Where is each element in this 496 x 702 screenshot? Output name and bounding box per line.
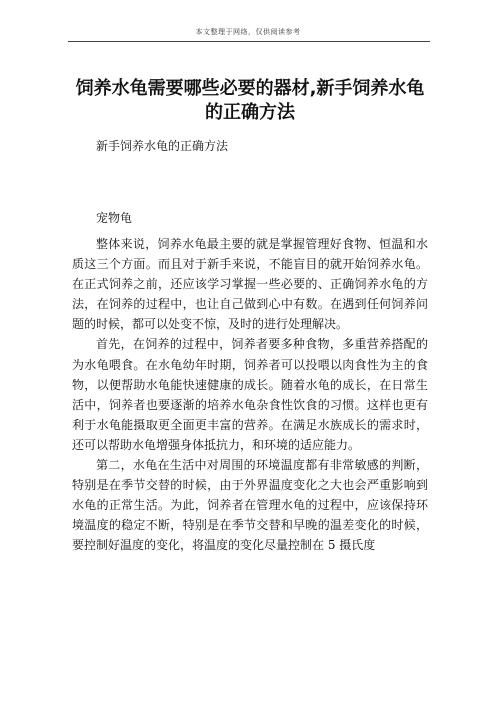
paragraph-1: 整体来说，饲养水龟最主要的就是掌握管理好食物、恒温和水质这三个方面。而且对于新手来说，不能盲目的就开始饲养水龟。在正式饲养之前，还应该学习掌握一些必要的、正确饲养水龟的方法，在饲养的过程中，也让自己做到心中有数。在遇到任何饲养问题的时候，都可以处变不惊，及时的进行处理解决。 <box>72 237 428 332</box>
body-text <box>72 234 428 556</box>
paragraph-3: 第二，水龟在生活中对周围的环境温度都有非常敏感的判断，特别是在季节交替的时候，由于外界温度变化之大也会严重影响到水龟的正常生活。为此，饲养者在管理水龟的过程中，应该保持环境温度的稳定不断，特别是在季节交替和早晚的温差变化的时候，要控制好温度的变化，将温度的变化尽量控制在 5 摄氏度 <box>72 458 428 553</box>
paragraph-2: 首先，在饲养的过程中，饲养者要多种食物，多重营养搭配的为水龟喂食。在水龟幼年时期，饲养者可以投喂以肉食性为主的食物，以便帮助水龟能快速健康的成长。随着水龟的成长，在日常生活中，饲养者也要逐渐的培养水龟杂食性饮食的习惯。这样也更有利于水龟能摄取更全面更丰富的营养。在满足水族成长的需求时，还可以帮助水龟增强身体抵抗力，和环境的适应能力。 <box>72 337 428 452</box>
document-title: 饲养水龟需要哪些必要的器材,新手饲养水龟的正确方法 <box>75 78 425 123</box>
header-note: 本文整理于网络，仅供阅读参考 <box>195 28 301 36</box>
document-subtitle: 新手饲养水龟的正确方法 <box>96 139 229 153</box>
section-label: 宠物龟 <box>96 211 133 225</box>
header-rule <box>68 41 430 42</box>
